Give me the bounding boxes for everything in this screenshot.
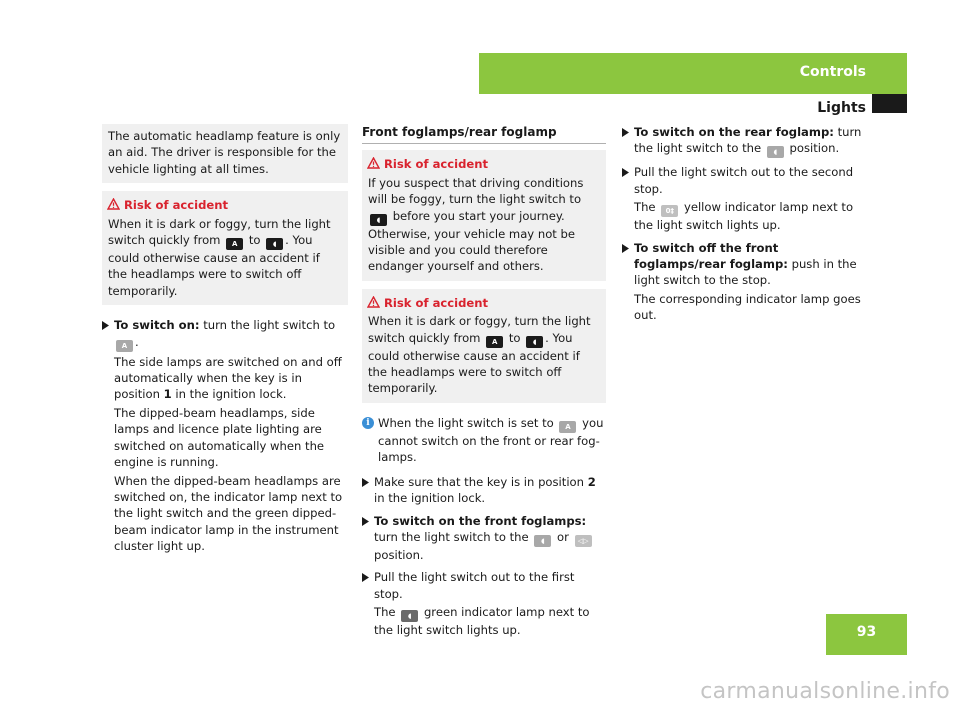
dipped-beam-symbol: ◖ — [767, 146, 784, 158]
front-foglamp-symbol: ◖ — [401, 610, 418, 622]
section-heading: Front foglamps/rear foglamp — [362, 124, 606, 144]
auto-headlamp-symbol: A — [116, 340, 133, 352]
auto-headlamp-symbol: A — [486, 336, 503, 348]
instruction-step: To switch off the front foglamps/rear foglamp: push in the light switch to the stop. — [622, 240, 872, 289]
instruction-step: Pull the light switch out to the first stop. — [362, 569, 606, 602]
warning-title: Risk of accident — [124, 198, 229, 213]
instruction-step: Pull the light switch out to the second stop. — [622, 164, 872, 197]
note-box — [102, 124, 348, 183]
watermark: carmanualsonline.info — [700, 679, 950, 704]
section-title: Controls — [799, 64, 866, 80]
paragraph: The side lamps are switched on and off automatically when the key is in position 1 in the ignition lock. — [114, 354, 342, 402]
column-1 — [102, 124, 348, 555]
auto-headlamp-symbol: A — [226, 238, 243, 250]
warning-text: When it is dark or foggy, turn the light switch quickly from — [108, 216, 331, 248]
dipped-beam-symbol: ◖ — [266, 238, 283, 250]
page-number-box — [826, 614, 907, 655]
note-text: The automatic headlamp feature is only an aid. The driver is responsible for the vehicle lighting at all times. — [108, 129, 341, 176]
topic-title: Lights — [817, 100, 866, 116]
paragraph: The 0‡ yellow indicator lamp next to the light switch lights up. — [634, 200, 854, 233]
side-lamp-symbol: ◁▷ — [575, 535, 592, 547]
step-arrow-icon — [622, 168, 629, 177]
dipped-beam-symbol: ◖ — [526, 336, 543, 348]
column-2 — [362, 124, 606, 639]
rear-foglamp-symbol: 0‡ — [661, 205, 678, 217]
info-icon: i — [362, 417, 374, 429]
dipped-beam-symbol: ◖ — [534, 535, 551, 547]
step-arrow-icon — [622, 128, 629, 137]
warning-box: Risk of accident When it is dark or foggy, turn the light switch quickly from A to ◖ . You could otherwise cause an accident if the headlamps were to switch off temporarily. — [102, 191, 348, 305]
instruction-step: Make sure that the key is in position 2 in the ignition lock. — [362, 474, 606, 507]
page-number: 93 — [856, 624, 877, 640]
instruction-step: To switch on the front foglamps: turn the light switch to the ◖ or ◁▷ position. — [362, 513, 606, 564]
warning-box: Risk of accident If you suspect that driving conditions will be foggy, turn the light switch to ◖ before you start your journey. Otherwise, your vehicle may not be visible and you could therefore endanger yourself and others. — [362, 150, 606, 280]
step-arrow-icon — [622, 244, 629, 253]
instruction-step: To switch on: turn the light switch to A . — [102, 317, 348, 351]
warning-triangle-icon — [367, 157, 380, 169]
step-arrow-icon — [362, 573, 369, 582]
column-3 — [622, 124, 872, 324]
step-arrow-icon — [362, 517, 369, 526]
warning-triangle-icon — [367, 296, 380, 308]
topic-marker — [872, 94, 907, 113]
step-arrow-icon — [102, 321, 109, 330]
instruction-step: To switch on the rear foglamp: turn the light switch to the ◖ position. — [622, 124, 872, 158]
warning-triangle-icon — [107, 198, 120, 210]
info-note: i When the light switch is set to A you cannot switch on the front or rear fog-lamps. — [362, 415, 606, 466]
paragraph: The dipped-beam headlamps, side lamps and licence plate lighting are switched on automatically when the engine is running. — [114, 405, 325, 470]
dipped-beam-symbol: ◖ — [370, 214, 387, 226]
warning-box: Risk of accident When it is dark or foggy, turn the light switch quickly from A to ◖ . You could otherwise cause an accident if the headlamps were to switch off temporarily. — [362, 289, 606, 403]
warning-title: Risk of accident — [384, 157, 489, 172]
step-arrow-icon — [362, 478, 369, 487]
paragraph: The corresponding indicator lamp goes out. — [634, 291, 861, 323]
paragraph: The ◖ green indicator lamp next to the light switch lights up. — [374, 605, 590, 638]
auto-headlamp-symbol: A — [559, 421, 576, 433]
warning-title: Risk of accident — [384, 295, 489, 310]
paragraph: When the dipped-beam headlamps are switched on, the indicator lamp next to the light switch and the green dipped-beam indicator lamp in the instrument cluster light up. — [114, 473, 343, 554]
